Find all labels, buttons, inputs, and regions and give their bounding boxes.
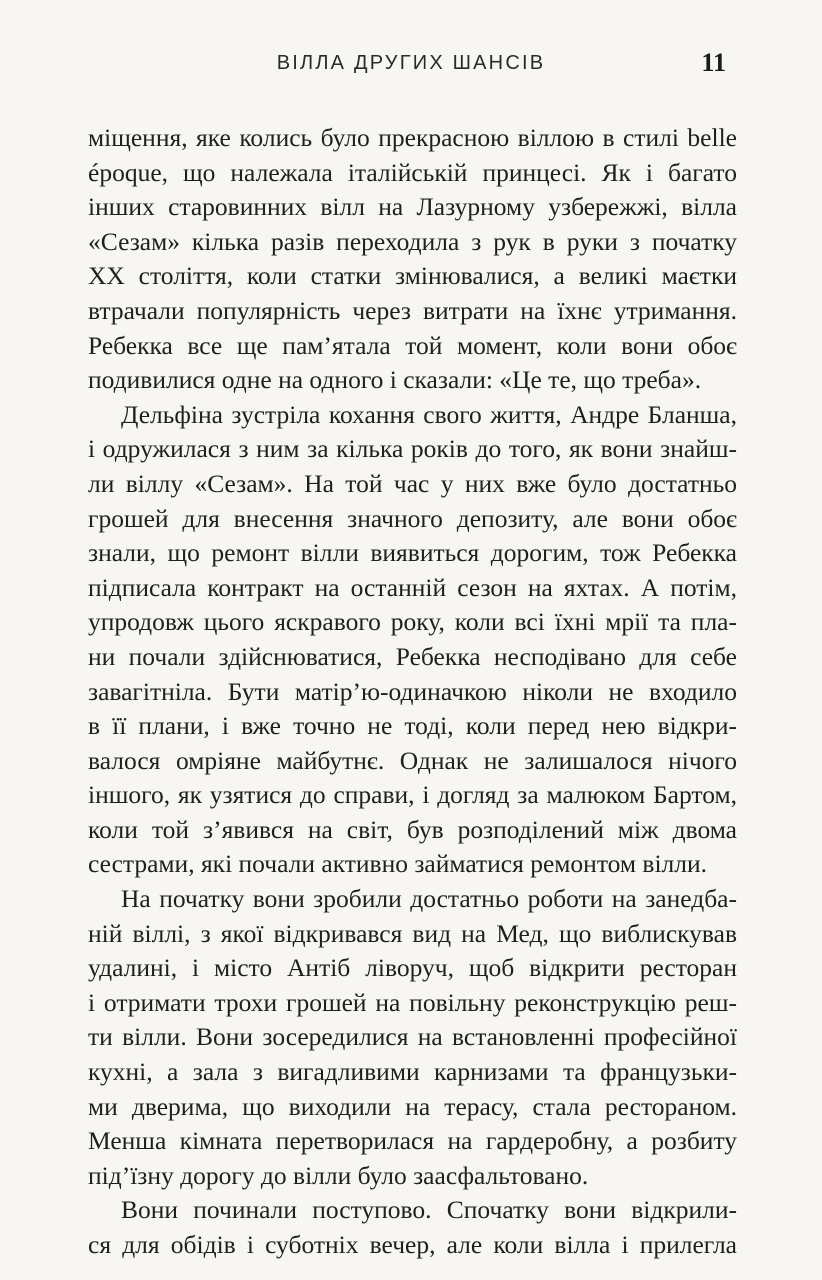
text-line: коли той з’явився на світ, був розподілений між двома bbox=[88, 814, 737, 844]
text-line: Менша кімната перетворилася на гардеробну, а розбиту bbox=[88, 1126, 737, 1156]
text-line: і отримати трохи грошей на повільну реконструкцію реш- bbox=[88, 987, 737, 1017]
text-line: міщення, яке колись було прекрасною віллою в стилі belle bbox=[88, 123, 737, 152]
text-line: упродовж цього яскравого року, коли всі їхні мрії та пла- bbox=[88, 607, 737, 637]
book-title-header: ВІЛЛА ДРУГИХ ШАНСІВ bbox=[276, 52, 546, 74]
text-line: іншого, як узятися до справи, і догляд за малюком Бартом, bbox=[88, 780, 737, 810]
text-line: подивилися одне на одного і сказали: «Це те, що треба». bbox=[88, 365, 702, 395]
text-line: удалині, і місто Антіб ліворуч, щоб відкрити ресторан bbox=[88, 953, 737, 983]
text-line: завагітніла. Бути матір’ю-одиначкою ніколи не входило bbox=[88, 676, 737, 706]
text-line: ти вілли. Вони зосередилися на встановленні професійної bbox=[88, 1022, 737, 1052]
text-line: Дельфіна зустріла кохання свого життя, Андре Бланша, bbox=[121, 399, 737, 429]
text-line: втрачали популярність через витрати на їхнє утримання. bbox=[88, 295, 737, 325]
body-text bbox=[88, 121, 737, 1263]
text-line: «Сезам» кілька разів переходила з рук в руки з початку bbox=[88, 226, 737, 256]
text-line: підписала контракт на останній сезон на яхтах. А потім, bbox=[88, 572, 737, 602]
text-line: ся для обідів і суботніх вечер, але коли вілла і прилегла bbox=[88, 1230, 737, 1259]
text-line: époque, що належала італійській принцесі. Як і багато bbox=[88, 157, 737, 187]
text-line: кухні, а зала з вигадливими карнизами та французьки- bbox=[88, 1057, 737, 1087]
text-line: інших старовинних вілл на Лазурному узбережжі, вілла bbox=[88, 192, 737, 222]
running-header bbox=[0, 48, 822, 80]
text-line: XX століття, коли статки змінювалися, а великі маєтки bbox=[88, 261, 737, 291]
text-line: На початку вони зробили достатньо роботи на занедба- bbox=[121, 884, 737, 914]
text-line: під’їзну дорогу до вілли було заасфальтовано. bbox=[88, 1160, 589, 1190]
text-line: і одружилася з ним за кілька років до того, як вони знайш- bbox=[88, 434, 737, 464]
text-line: Ребекка все ще пам’ятала той момент, коли вони обоє bbox=[88, 330, 737, 360]
text-line: сестрами, які почали активно займатися ремонтом вілли. bbox=[88, 849, 708, 879]
text-line: валося омріяне майбутнє. Однак не залишалося нічого bbox=[88, 745, 737, 775]
text-line: Вони починали поступово. Спочатку вони відкрили- bbox=[121, 1195, 737, 1225]
text-line: знали, що ремонт вілли виявиться дорогим, тож Ребекка bbox=[88, 538, 737, 568]
text-line: ній віллі, з якої відкривався вид на Мед, що виблискував bbox=[88, 918, 737, 948]
text-line: ни почали здійснюватися, Ребекка несподівано для себе bbox=[88, 641, 737, 671]
page-number: 11 bbox=[701, 48, 726, 77]
text-line: ли віллу «Сезам». На той час у них вже було достатньо bbox=[88, 468, 737, 498]
text-line: грошей для внесення значного депозиту, але вони обоє bbox=[88, 503, 737, 533]
text-line: ми дверима, що виходили на терасу, стала рестораном. bbox=[88, 1091, 737, 1121]
text-line: в її плани, і вже точно не тоді, коли перед нею відкри- bbox=[88, 711, 737, 741]
